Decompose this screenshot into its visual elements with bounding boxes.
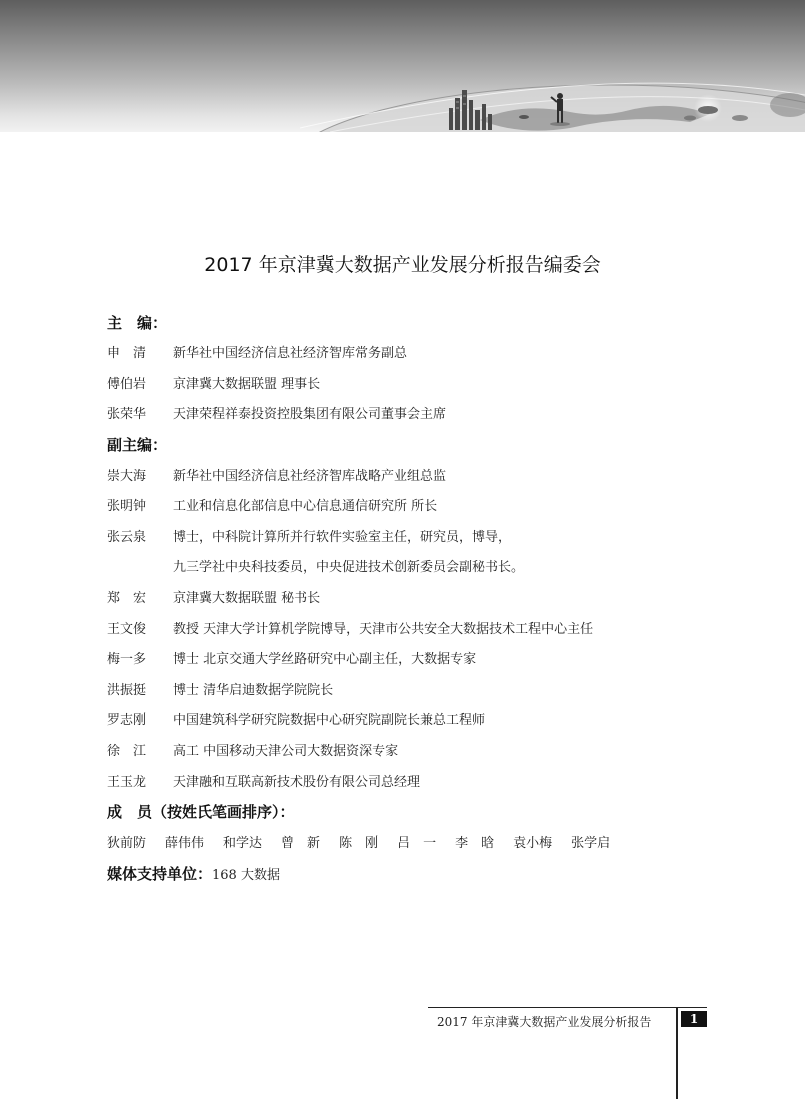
member-name: 陈 刚 xyxy=(339,836,379,851)
media-support xyxy=(107,863,280,884)
person-title: 工业和信息化部信息中心信息通信研究所 所长 xyxy=(173,499,438,514)
person-title: 新华社中国经济信息社经济智库战略产业组总监 xyxy=(173,469,447,484)
person-title: 新华社中国经济信息社经济智库常务副总 xyxy=(173,346,408,361)
person-name: 王玉龙 xyxy=(107,775,147,790)
person-name: 梅一多 xyxy=(107,652,147,667)
member-name: 吕 一 xyxy=(397,836,437,851)
globe-city-illustration xyxy=(0,0,805,132)
member-name: 袁小梅 xyxy=(513,836,553,851)
person-title: 博士，中科院计算所并行软件实验室主任，研究员，博导， xyxy=(173,530,512,545)
person-name: 郑 宏 xyxy=(107,591,147,606)
footer-vertical-rule xyxy=(676,1008,678,1099)
chief-editor-row xyxy=(107,342,407,361)
person-name: 洪振挺 xyxy=(107,683,147,698)
person-name: 徐 江 xyxy=(107,744,147,759)
chief-editor-row xyxy=(107,403,446,422)
chief-editor-row xyxy=(107,373,320,392)
footer-report-name: 2017 年京津冀大数据产业发展分析报告 xyxy=(437,1015,652,1029)
members-heading: 成 员（按姓氏笔画排序）： xyxy=(107,803,295,821)
deputy-editor-row xyxy=(107,648,476,667)
media-support-value: 168 大数据 xyxy=(212,868,280,883)
deputy-editor-row xyxy=(107,465,446,484)
member-name: 李 晗 xyxy=(455,836,495,851)
person-name: 王文俊 xyxy=(107,622,147,637)
person-title: 博士 北京交通大学丝路研究中心副主任，大数据专家 xyxy=(173,652,477,667)
person-title: 博士 清华启迪数据学院院长 xyxy=(173,683,334,698)
member-name: 曾 新 xyxy=(281,836,321,851)
deputy-editor-row xyxy=(107,679,333,698)
person-title: 京津冀大数据联盟 秘书长 xyxy=(173,591,321,606)
deputy-editor-row xyxy=(107,526,511,545)
person-name: 张云泉 xyxy=(107,530,147,545)
person-title: 中国建筑科学研究院数据中心研究院副院长兼总工程师 xyxy=(173,713,486,728)
deputy-editor-row xyxy=(107,771,420,790)
deputy-editor-row xyxy=(107,709,485,728)
deputy-editor-row xyxy=(107,740,398,759)
deputy-editor-row xyxy=(107,587,320,606)
member-name: 张学启 xyxy=(571,836,611,851)
page-number: 1 xyxy=(681,1011,707,1027)
member-name: 狄前防 xyxy=(107,836,147,851)
person-title: 京津冀大数据联盟 理事长 xyxy=(173,377,321,392)
chief-editor-heading: 主 编： xyxy=(107,314,168,332)
person-name: 张明钟 xyxy=(107,499,147,514)
header-banner xyxy=(0,0,805,132)
person-title: 教授 天津大学计算机学院博导，天津市公共安全大数据技术工程中心主任 xyxy=(173,622,594,637)
person-name: 崇大海 xyxy=(107,469,147,484)
person-name: 罗志刚 xyxy=(107,713,147,728)
deputy-editor-row xyxy=(107,495,437,514)
members-list xyxy=(107,832,629,851)
person-title: 天津融和互联高新技术股份有限公司总经理 xyxy=(173,775,421,790)
page-title: 2017 年京津冀大数据产业发展分析报告编委会 xyxy=(204,254,601,276)
footer-rule xyxy=(428,1007,707,1008)
member-name: 薛伟伟 xyxy=(165,836,205,851)
person-name: 傅伯岩 xyxy=(107,377,147,392)
person-title: 高工 中国移动天津公司大数据资深专家 xyxy=(173,744,399,759)
person-name: 申 清 xyxy=(107,346,147,361)
media-support-label: 媒体支持单位： xyxy=(107,865,213,883)
deputy-editor-heading: 副主编： xyxy=(107,436,168,454)
person-title-continued: 九三学社中央科技委员，中央促进技术创新委员会副秘书长。 xyxy=(173,560,525,575)
person-name: 张荣华 xyxy=(107,407,147,422)
person-title: 天津荣程祥泰投资控股集团有限公司董事会主席 xyxy=(173,407,447,422)
deputy-editor-row xyxy=(107,618,593,637)
member-name: 和学达 xyxy=(223,836,263,851)
